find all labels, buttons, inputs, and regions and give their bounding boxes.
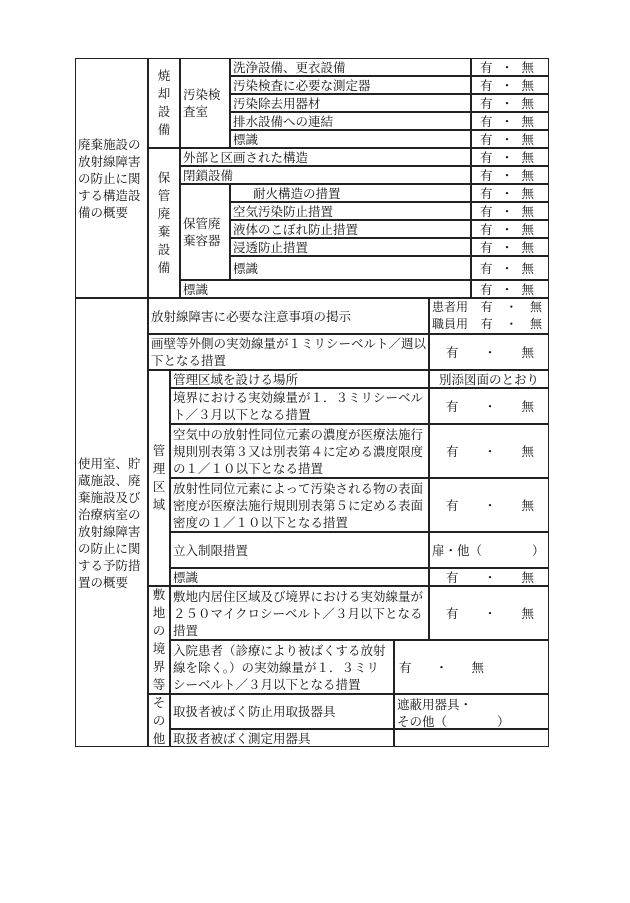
container-item: 耐火構造の措置 <box>230 184 471 202</box>
container-item: 浸透防止措置 <box>230 238 471 256</box>
yes-no-choice: 有 ・ 無 <box>429 478 549 532</box>
other-protect-value: 遮蔽用器具・ その他（ ） <box>394 694 549 729</box>
prevention-section-title: 使用室、貯蔵施設、廃棄施設及び治療病室の放射線障害の防止に関する予防措置の概要 <box>75 298 148 747</box>
control-area-restrict-value: 扉・他（ ） <box>429 532 549 568</box>
yes-no-choice: 有 ・ 無 <box>471 58 549 76</box>
yes-no-choice: 有 ・ 無 <box>471 184 549 202</box>
yes-no-choice: 有 ・ 無 <box>394 640 549 694</box>
container-item: 液体のこぼれ防止措置 <box>230 220 471 238</box>
application-form-table <box>75 58 549 747</box>
yes-no-choice: 有 ・ 無 <box>471 94 549 112</box>
yes-no-choice: 有 ・ 無 <box>429 388 549 424</box>
incineration-label: 焼却設備 <box>148 58 180 148</box>
yes-no-choice: 有 ・ 無 <box>471 76 549 94</box>
other-protect: 取扱者被ばく防止用取扱器具 <box>170 694 394 729</box>
storage-item: 閉鎖設備 <box>180 166 471 184</box>
yes-no-choice: 有 ・ 無 <box>429 568 549 586</box>
yes-no-choice: 有 ・ 無 <box>471 238 549 256</box>
other-measure-value <box>394 729 549 747</box>
incineration-item: 汚染除去用器材 <box>230 94 471 112</box>
site-residential: 敷地内居住区域及び境界における実効線量が２５０マイクロシーベルト／３月以下となる措置 <box>170 586 429 640</box>
site-inpatient: 入院患者（診療により被ばくする放射線を除く。）の実効線量が１．３ミリシーベルト／３月以下となる措置 <box>170 640 394 694</box>
storage-container-label: 保管廃棄容器 <box>180 184 230 280</box>
control-area-place-value: 別添図面のとおり <box>429 370 549 388</box>
incineration-item: 汚染検査に必要な測定器 <box>230 76 471 94</box>
contamination-room-label: 汚染検査室 <box>180 58 230 148</box>
yes-no-choice: 有 ・ 無 <box>471 148 549 166</box>
yes-no-choice: 有 ・ 無 <box>471 202 549 220</box>
control-area-sign: 標識 <box>170 568 429 586</box>
yes-no-choice: 有 ・ 無 <box>471 280 549 298</box>
incineration-item: 排水設備への連結 <box>230 112 471 130</box>
container-item: 標識 <box>230 256 471 280</box>
control-area-boundary: 境界における実効線量が１．３ミリシーベルト／３月以下となる措置 <box>170 388 429 424</box>
yes-no-choice: 有 ・ 無 <box>471 130 549 148</box>
yes-no-choice: 有 ・ 無 <box>429 334 549 370</box>
yes-no-choice: 有 ・ 無 <box>471 220 549 238</box>
yes-no-choice: 有 ・ 無 <box>471 112 549 130</box>
notice-item: 放射線障害に必要な注意事項の掲示 <box>148 298 429 334</box>
yes-no-choice: 有 ・ 無 <box>429 424 549 478</box>
other-label: その他 <box>148 694 170 747</box>
site-boundary-label: 敷地の境界等 <box>148 586 170 694</box>
wall-dose-item: 画壁等外側の実効線量が１ミリシーベルト／週以下となる措置 <box>148 334 429 370</box>
other-measure: 取扱者被ばく測定用器具 <box>170 729 394 747</box>
storage-disposal-label: 保管廃棄設備 <box>148 148 180 298</box>
incineration-item: 洗浄設備、更衣設備 <box>230 58 471 76</box>
control-area-label: 管理区域 <box>148 370 170 586</box>
yes-no-choice: 有 ・ 無 <box>471 166 549 184</box>
container-item: 空気汚染防止措置 <box>230 202 471 220</box>
yes-no-choice: 有 ・ 無 <box>429 586 549 640</box>
notice-choice: 患者用 有 ・ 無 職員用 有 ・ 無 <box>429 298 549 334</box>
control-area-place: 管理区域を設ける場所 <box>170 370 429 388</box>
control-area-surface: 放射性同位元素によって汚染される物の表面密度が医療法施行規則別表第５に定める表面密度の１／１０以下となる措置 <box>170 478 429 532</box>
incineration-item: 標識 <box>230 130 471 148</box>
yes-no-choice: 有 ・ 無 <box>471 256 549 280</box>
storage-sign: 標識 <box>180 280 471 298</box>
control-area-restrict: 立入制限措置 <box>170 532 429 568</box>
control-area-air: 空気中の放射性同位元素の濃度が医療法施行規則別表第３又は別表第４に定める濃度限度の１／１０以下となる措置 <box>170 424 429 478</box>
storage-item: 外部と区画された構造 <box>180 148 471 166</box>
disposal-section-title: 廃棄施設の放射線障害の防止に関する構造設備の概要 <box>75 58 148 298</box>
